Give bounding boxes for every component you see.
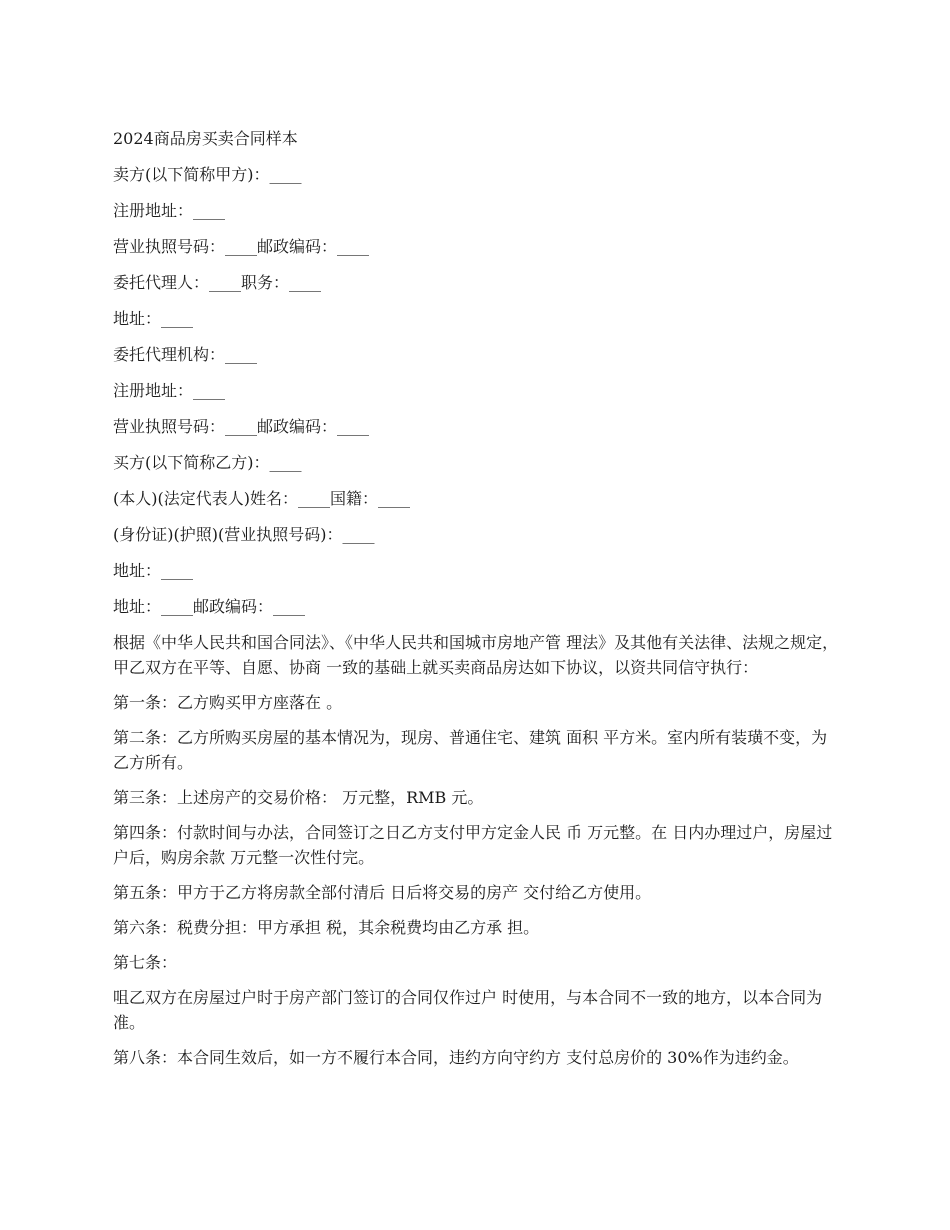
buyer-id-number-field: (身份证)(护照)(营业执照号码)：____: [113, 525, 375, 544]
article-6-paragraph: 第六条：税费分担：甲方承担 税，其余税费均由乙方承 担。: [113, 918, 540, 937]
seller-registered-address-field: 注册地址：____: [113, 201, 226, 220]
seller-address-field: 地址：____: [113, 309, 194, 328]
buyer-field: 买方(以下简称乙方)：____: [113, 453, 302, 472]
article-7-heading: 第七条：: [113, 953, 178, 972]
buyer-name-nationality-field: (本人)(法定代表人)姓名：____国籍：____: [113, 489, 410, 508]
seller-agent-position-field: 委托代理人：____职务：____: [113, 273, 322, 292]
article-2-paragraph: 第二条：乙方所购买房屋的基本情况为，现房、普通住宅、建筑 面积 平方米。室内所有装璜不变，为乙方所有。: [113, 728, 828, 772]
agency-registered-address-field: 注册地址：____: [113, 381, 226, 400]
document-title: 2024商品房买卖合同样本: [113, 129, 298, 148]
article-8-paragraph: 第八条：本合同生效后，如一方不履行本合同，违约方向守约方 支付总房价的 30%作为违约金。: [113, 1048, 799, 1067]
article-7-paragraph: 咀乙双方在房屋过户时于房产部门签订的合同仅作过户 时使用，与本合同不一致的地方，以本合同为准。: [113, 988, 823, 1032]
buyer-address-postcode-field: 地址：____邮政编码：____: [113, 597, 306, 616]
preamble-paragraph: 根据《中华人民共和国合同法》、《中华人民共和国城市房地产管 理法》及其他有关法律、法规之规定，甲乙双方在平等、自愿、协商 一致的基础上就买卖商品房达如下协议，以资共同信守执行：: [113, 633, 839, 677]
agency-license-postcode-field: 营业执照号码：____邮政编码：____: [113, 417, 370, 436]
article-5-paragraph: 第五条：甲方于乙方将房款全部付清后 日后将交易的房产 交付给乙方使用。: [113, 883, 652, 902]
agency-field: 委托代理机构：____: [113, 345, 258, 364]
document-body: [113, 126, 843, 1080]
seller-license-postcode-field: 营业执照号码：____邮政编码：____: [113, 237, 370, 256]
buyer-address-field: 地址：____: [113, 561, 194, 580]
article-3-paragraph: 第三条：上述房产的交易价格： 万元整，RMB 元。: [113, 788, 484, 807]
article-1-paragraph: 第一条：乙方购买甲方座落在 。: [113, 693, 343, 712]
article-4-paragraph: 第四条：付款时间与办法，合同签订之日乙方支付甲方定金人民 币 万元整。在 日内办理过户，房屋过户后，购房余款 万元整一次性付完。: [113, 823, 833, 867]
seller-field: 卖方(以下简称甲方)：____: [113, 165, 302, 184]
